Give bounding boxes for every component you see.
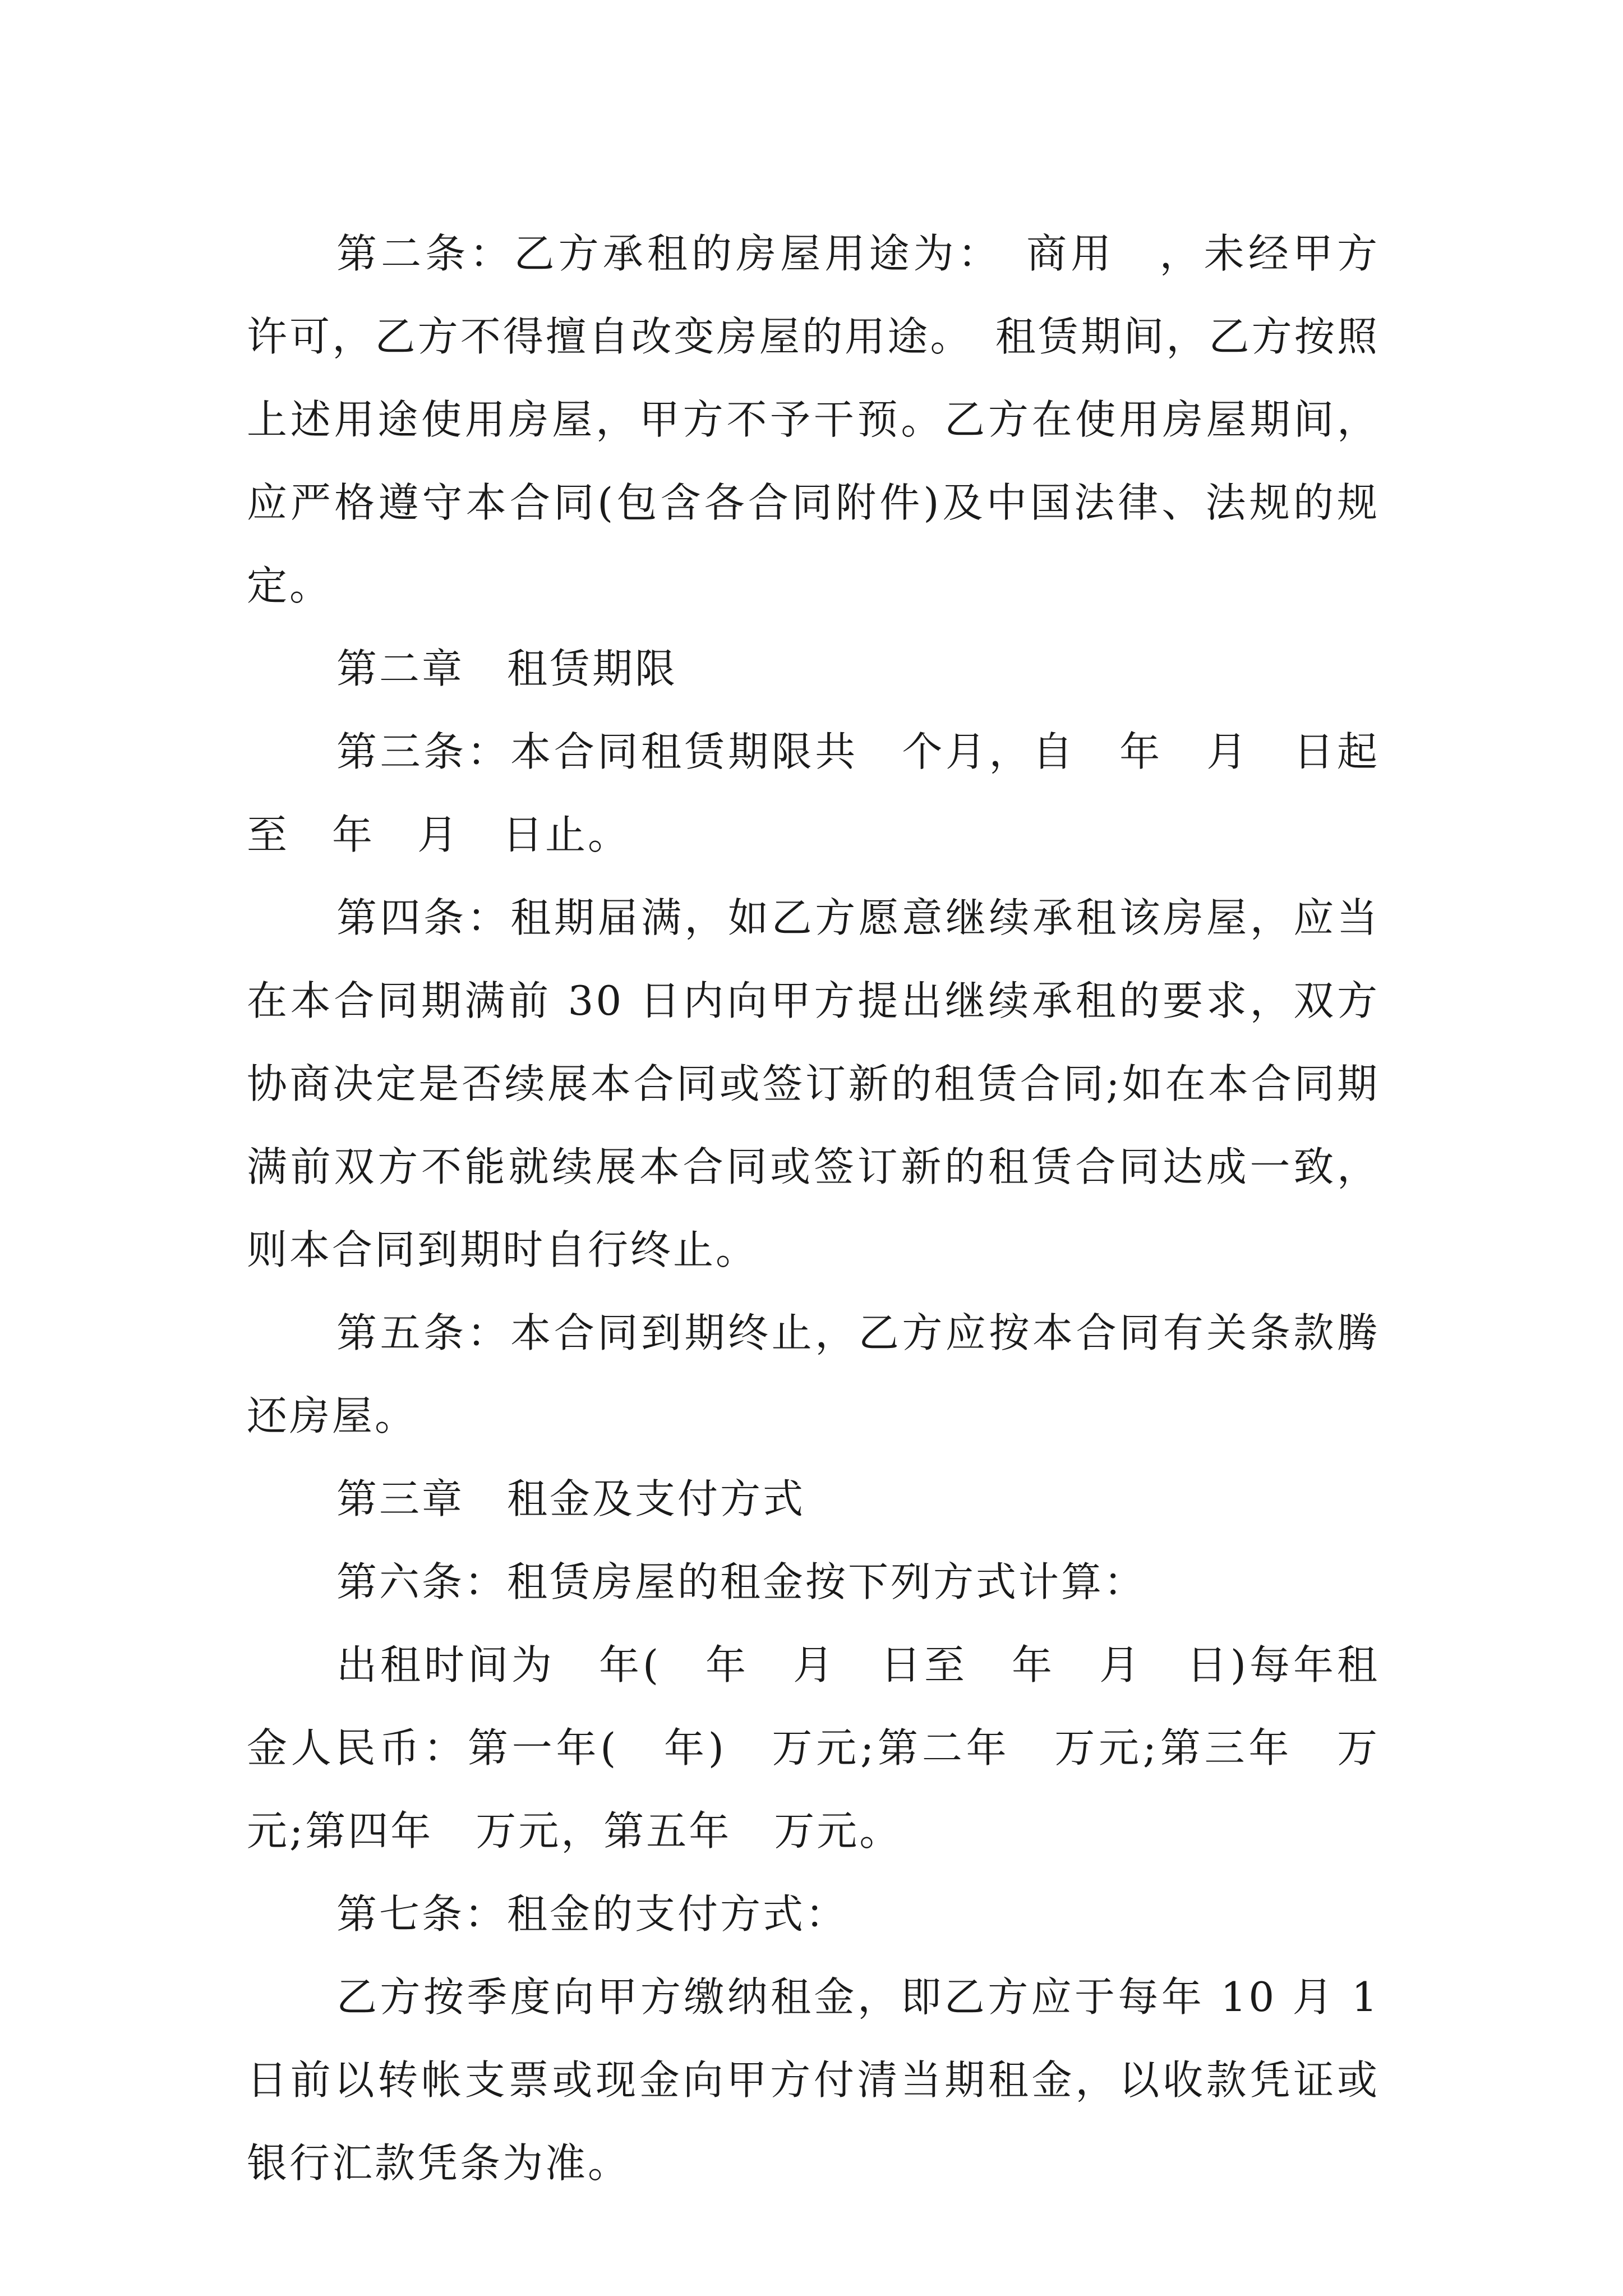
chapter-3-heading: 第三章 租金及支付方式: [336, 1475, 806, 1522]
article-2-paragraph: 第二条：乙方承租的房屋用途为： 商用 ，未经甲方许可，乙方不得擅自改变房屋的用途。 租赁期间，乙方按照上述用途使用房屋，甲方不予干预。乙方在使用房屋期间，应严格遵守本合同(包含各合同附件)及中国法律、法规的规定。: [247, 230, 1380, 609]
article-3-paragraph: 第三条：本合同租赁期限共 个月，自 年 月 日起至 年 月 日止。: [247, 728, 1380, 858]
article-6-paragraph: 第六条：租赁房屋的租金按下列方式计算：: [336, 1558, 1147, 1605]
document-page: [247, 212, 1380, 2205]
article-5-paragraph: 第五条：本合同到期终止，乙方应按本合同有关条款腾还房屋。: [247, 1309, 1380, 1439]
article-4-paragraph: 第四条：租期届满，如乙方愿意继续承租该房屋，应当在本合同期满前 30 日内向甲方提出继续承租的要求，双方协商决定是否续展本合同或签订新的租赁合同;如在本合同期满前双方不能就续展本合同或签订新的租赁合同达成一致，则本合同到期时自行终止。: [247, 894, 1380, 1273]
chapter-2-heading: 第二章 租赁期限: [336, 645, 678, 692]
payment-method-paragraph: 乙方按季度向甲方缴纳租金，即乙方应于每年 10 月 1 日前以转帐支票或现金向甲方付清当期租金，以收款凭证或银行汇款凭条为准。: [247, 1973, 1380, 2187]
rent-schedule-paragraph: 出租时间为 年( 年 月 日至 年 月 日)每年租金人民币：第一年( 年) 万元;第二年 万元;第三年 万元;第四年 万元，第五年 万元。: [247, 1641, 1380, 1855]
article-7-paragraph: 第七条：租金的支付方式：: [336, 1890, 849, 1938]
